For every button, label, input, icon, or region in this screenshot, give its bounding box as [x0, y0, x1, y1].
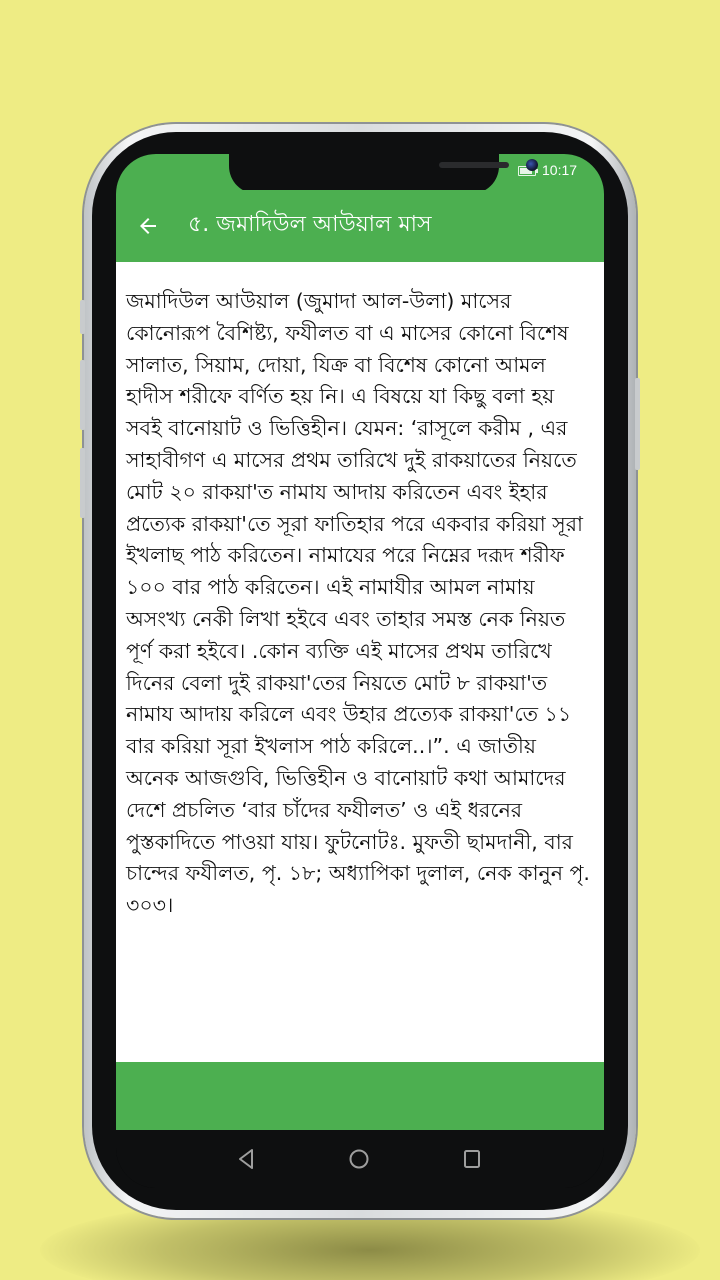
power-button — [635, 378, 640, 470]
nav-recents-button[interactable] — [450, 1137, 494, 1181]
arrow-left-icon — [136, 214, 160, 238]
earpiece-speaker — [439, 162, 509, 168]
back-button[interactable] — [124, 202, 172, 250]
page-title: ৫. জমাদিউল আউয়াল মাস — [188, 212, 432, 237]
nav-back-button[interactable] — [224, 1137, 268, 1181]
screen-notch — [229, 154, 499, 194]
article-content[interactable] — [116, 262, 604, 1062]
article-body: জমাদিউল আউয়াল (জুমাদা আল-উলা) মাসের কোনোরূপ বৈশিষ্ট্য, ফযীলত বা এ মাসের কোনো বিশেষ সালাত, সিয়াম, দোয়া, যিক্র বা বিশেষ কোনো আমল হাদীস শরীফে বর্ণিত হয় নি। এ বিষয়ে যা কিছু বলা হয় সবই বানোয়াট ও ভিত্তিহীন। যেমন: ‘রাসূলে করীম , এর সাহাবীগণ এ মাসের প্রথম তারিখে দুই রাকয়াতের নিয়তে মোট ২০ রাকয়া'ত নামায আদায় করিতেন এবং ইহার প্রত্যেক রাকয়া'তে সূরা ফাতিহার পরে একবার করিয়া সূরা ইখলাছ পাঠ করিতেন। নামাযের পরে নিম্নের দরূদ শরীফ ১০০ বার পাঠ করিতেন। এই নামাযীর আমল নামায় অসংখ্য নেকী লিখা হইবে এবং তাহার সমস্ত নেক নিয়ত পূর্ণ করা হইবে। .কোন ব্যক্তি এই মাসের প্রথম তারিখে দিনের বেলা দুই রাকয়া'তের নিয়তে মোট ৮ রাকয়া'ত নামায আদায় করিলে এবং উহার প্রত্যেক রাকয়া'তে ১১ বার করিয়া সূরা ইখলাস পাঠ করিলে..।”. এ জাতীয় অনেক আজগুবি, ভিত্তিহীন ও বানোয়াট কথা আমাদের দেশে প্রচলিত ‘বার চাঁদের ফযীলত’ ও এই ধরনের পুস্তকাদিতে পাওয়া যায়। ফুটনোটঃ. মুফতী ছামদানী, বার চান্দের ফযীলত, পৃ. ১৮; অধ্যাপিকা দুলাল, নেক কানুন পৃ. ৩০৩। — [126, 289, 590, 918]
app-toolbar — [116, 190, 604, 262]
triangle-back-icon — [235, 1147, 257, 1171]
phone-screen — [116, 154, 604, 1188]
status-time: 10:17 — [542, 162, 578, 178]
volume-up-button — [80, 360, 85, 430]
system-navigation-bar — [116, 1130, 604, 1188]
circle-home-icon — [347, 1147, 371, 1171]
volume-button — [80, 300, 85, 334]
square-recents-icon — [461, 1148, 483, 1170]
bottom-banner-area — [116, 1062, 604, 1130]
front-camera — [526, 159, 538, 171]
volume-down-button — [80, 448, 85, 518]
nav-home-button[interactable] — [337, 1137, 381, 1181]
